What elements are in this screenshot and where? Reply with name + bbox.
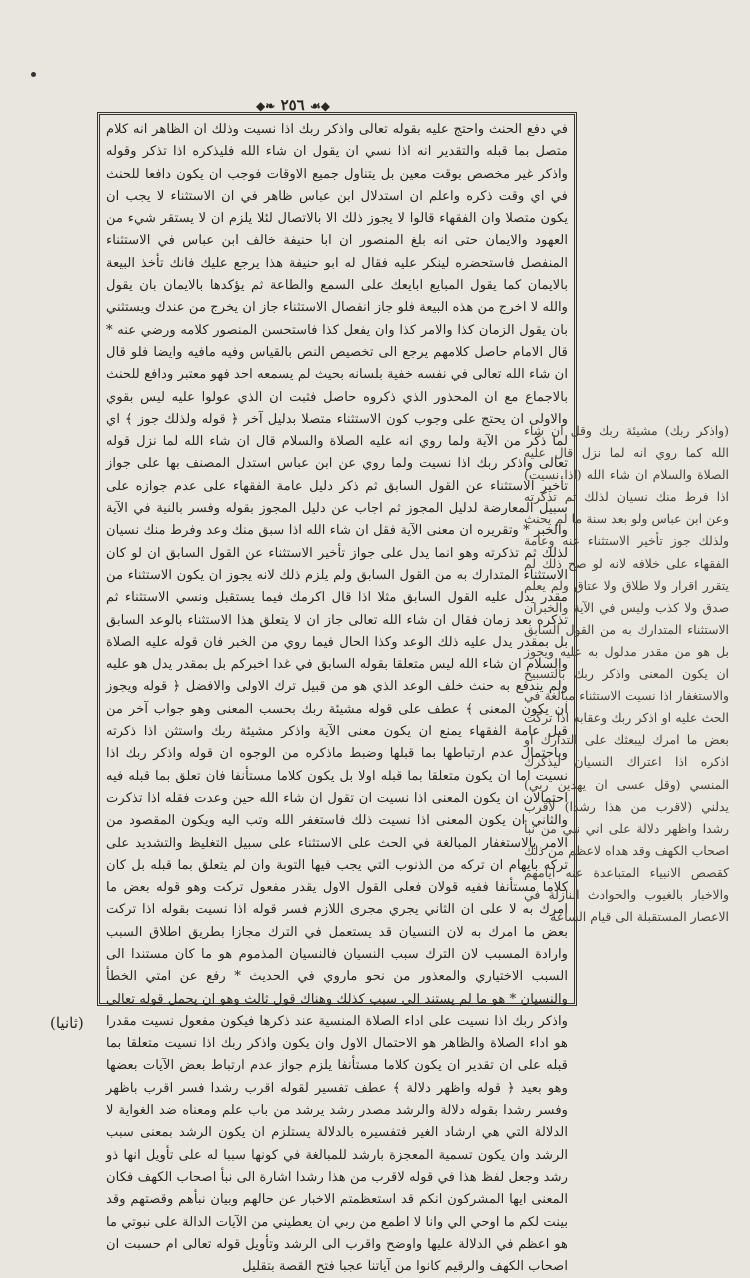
catchword: (ثانيا) (50, 1014, 84, 1032)
page-number: ٢٥٦ (280, 96, 305, 114)
main-text-frame (97, 112, 577, 1275)
ornament-left: ◆❧ (256, 99, 276, 113)
ornament-right: ☙◆ (309, 99, 330, 113)
main-commentary-text: في دفع الحنث واحتج عليه بقوله تعالى واذكر ربك اذا نسيت وذلك ان الظاهر انه كلام متصل بما قبله والتقدير انه اذا نسي ان يقول ان شاء الله فليذكره اذا تذكر وقوله واذكر غير مخصص بوقت معين بل يتناول جميع الاوقات فوجب ان يكون دافعا للحنث في اي وقت ذكره واعلم ان استدلال ابن عباس ظاهر في ان الاستثناء لا يجب ان يكون متصلا وان الفقهاء قالوا لا يجوز ذلك الا بالاتصال لئلا يلزم ان لا يستقر شيء من العهود والايمان حتى انه بلغ المنصور ان ابا حنيفة خالف ابن عباس في الاستثناء المنفصل فاستحضره لينكر عليه فقال له ابو حنيفة هذا يرجع عليك فانك تأخذ البيعة بالايمان كما يقول المبايع ابايعك على السمع والطاعة ثم يؤكدها بالايمان بان يقول والله لا اخرج من هذه البيعة فلو جاز انفصال الاستثناء جاز ان يخرج من عندك ويستثني بان يقول الزمان كذا والامر كذا وان يفعل كذا فاستحسن المنصور كلامه ورضي عنه * قال الامام حاصل كلامهم يرجع الى تخصيص النص بالقياس وفيه مافيه وايضا فلو قال ان شاء الله تعالى في نفسه خفية بلسانه بحيث لم يسمعه احد فهو معتبر ودافع للحنث بالاجماع مع ان المحذور الذي ذكروه حاصل فثبت ان الذي عولوا عليه ليس بقوي والاولى ان يحتج على وجوب كون الاستثناء متصلا بدليل آخر ﴿ قوله ولذلك جوز ﴾ اي لما ذكر من الآية ولما روي انه عليه الصلاة والسلام قال ان شاء الله لما نزل قوله تعالى واذكر ربك اذا نسيت ولما روي عن ابن عباس استدل المصنف بها على جواز تأخير الاستثناء عن القول السابق ثم ذكر دليل عامة الفقهاء على عدم جوازه على سبيل المعارضة لدليل المجوز ثم اجاب عن دليل المجوز بقوله وفسر بالنية في الآية والخبر * وتقريره ان معنى الآية فقل ان شاء الله اذا سبق منك وعد وفرط منك نسيان لذلك ثم تذكرته وهو انما يدل على جواز تأخير الاستثناء عن القول السابق ان لو كان الاستثناء المتدارك به من القول السابق ولم يلزم ذلك لانه يجوز ان يكون الاستثناء من مقدر يدل عليه القول السابق مثلا اذا قال اكرمك فيما يستقبل ونسي الاستثناء ثم تذكره بعد زمان فقال ان شاء الله تعالى جاز ان لا يتعلق هذا الاستثناء بالوعد السابق بل بمقدر يدل عليه ذلك الوعد وكذا الحال فيما روي من الخبر فان قوله عليه الصلاة والسلام ان شاء الله ليس متعلقا بقوله السابق في غدا اخبركم بل بمقدر يدل هو عليه ولم يندفع به حنث خلف الوعد الذي هو من قبيل ترك الاولى والافضل ﴿ قوله ويجوز ان يكون المعنى ﴾ عطف على قوله مشيئة ربك بحسب المعنى وهو جواب آخر من قبل عامة الفقهاء يمنع ان يكون معنى الآية واذكر مشيئة ربك واستثن اذا ذكرته وباحتمال عدم ارتباطها بما قبلها وضبط ماذكره من الوجوه ان قوله واذكر ربك اذا نسيت اما ان يكون متعلقا بما قبله اولا بل يكون كلاما مستأنفا فان تعلق بما قبله فيه احتمالان ان يكون المعنى اذا نسيت ان تقول ان شاء الله حين وعدت فقله اذا تذكرت والثاني ان يكون المعنى اذا نسيت ذلك فاستغفر الله وتب اليه ويكون المقصود من الامر بالاستغفار المبالغة في الحث على الاستثناء على سبيل التغليظ والتشديد على تركه بايهام ان تركه من الذنوب التي يجب فيها التوبة وان لم يتعلق بما قبله بل كان كلاما مستأنفا ففيه قولان فعلى القول الاول يقدر مفعول تركت وهو قوله بعض ما امرك به لا على ان الثاني يجري مجرى اللازم فسر قوله اذا نسيت بقوله اذا تركت بعض ما امرك به لان النسيان قد يستعمل في الترك مجازا بطريق اطلاق السبب وارادة المسبب لان الترك سبب النسيان فالنسيان المذموم هو ما كان مستندا الى السبب الاختياري والمعذور من نحو ماروي في الحديث * رفع عن امتي الخطأ والنسيان * هو ما لم يستند الى سبب كذلك وهناك قول ثالث وهو ان يحمل قوله تعالى واذكر ربك اذا نسيت على اداء الصلاة المنسية عند ذكرها فيكون مفعول نسيت مقدرا هو اداء الصلاة والظاهر هو الاحتمال الاول وان يكون واذكر ربك اذا نسيت متعلقا بما قبله على ان تقدير ان يكون كلاما مستأنفا يلزم جواز عدم ارتباط بعض الآيات بعضها وهو بعيد ﴿ قوله واظهر دلالة ﴾ عطف تفسير لقوله اقرب رشدا فسر اقرب باظهر وفسر رشدا بقوله دلالة والرشد مصدر رشد يرشد من باب علم ومعناه ضد الغواية لا الدلالة التي هي ارشاد الغير فتفسيره بالدلالة يستلزم ان يكون الرشد بمعنى سبب الرشد وان يكون تسمية المعجزة بارشد للمبالغة في كونها سببا له على تأويل انها ذو رشد وجعل لفظ هذا في قوله لاقرب من هذا رشدا اشارة الى نبأ اصحاب الكهف فكان المعنى ايها المشركون انكم قد استعظمتم الاخبار عن حالهم وبيان نبأهم وقصتهم وقد بينت لكم ما اوحي الي وانا لا اطمع من ربي ان يعطيني من الآيات الدالة على نبوتي ما هو اعظم في الدلالة عليها واوضح واقرب الى الرشد وتأويل قوله تعالى ام حسبت ان اصحاب الكهف والرقيم كانوا من آياتنا عجبا فتح القصة بتقليل (106, 122, 568, 1275)
margin-commentary: (واذكر ربك) مشيئة ربك وقل ان شاء الله كما روي انه لما نزل قال عليه الصلاة والسلام ان شاء الله (اذا نسيت) اذا فرط منك نسيان لذلك ثم تذكرته وعن ابن عباس ولو بعد سنة ما لم يحنث ولذلك جوز تأخير الاستثناء عنه وعامة الفقهاء على خلافه لانه لو صح ذلك لم يتقرر اقرار ولا طلاق ولا عتاق ولم يعلم صدق ولا كذب وليس في الآية والخبران الاستثناء المتدارك به من القول السابق بل هو من مقدر مدلول به عليه ويجوز ان يكون المعنى واذكر ربك بالتسبيح والاستغفار اذا نسيت الاستثناء مبالغة في الحث عليه او اذكر ربك وعقابه اذا تركت بعض ما امرك ليبعثك على التدارك او اذكره اذا اعتراك النسيان ليذكرك المنسي (وقل عسى ان يهدين ربي) يدلني (لاقرب من هذا رشدا) لاقرب رشدا واظهر دلالة على اني نبي من نبأ اصحاب الكهف وقد هداه لاعظم من ذلك كقصص الانبياء المتباعدة عنه ايامهم والاخبار بالغيوب والحوادث النازلة في الاعصار المستقبلة الى قيام الساعة (524, 423, 729, 925)
page-dot (31, 72, 36, 77)
